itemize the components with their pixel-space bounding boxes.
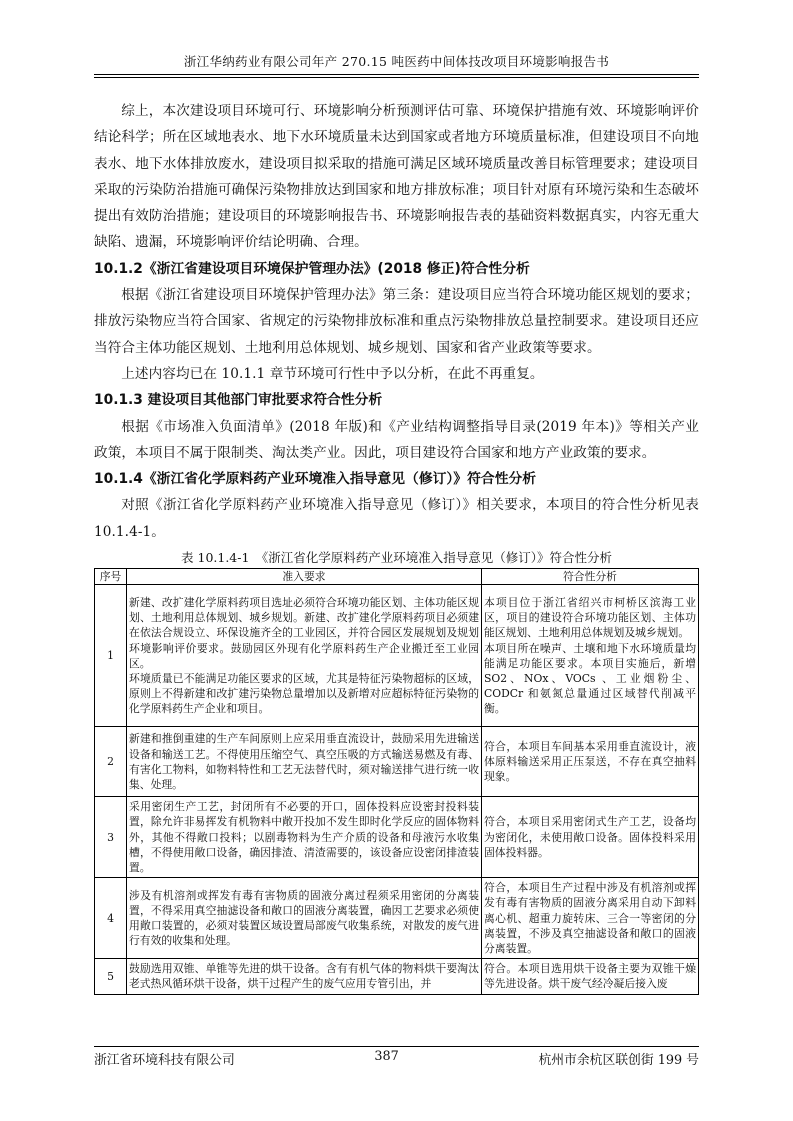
footer-company: 浙江省环境科技有限公司 xyxy=(94,1053,235,1068)
requirement-text: 新建、改扩建化学原料药项目选址必须符合环境功能区划、主体功能区规划、土地利用总体规划、城乡规划。新建、改扩建化学原料药项目必须建在依法合规设立、环保设施齐全的工业园区，并符合园区发展规划及规划环境影响评价要求。鼓励园区外现有化学原料药生产企业搬迁至工业园区。 xyxy=(129,595,479,670)
row-number: 5 xyxy=(95,959,127,994)
column-header-analysis: 符合性分析 xyxy=(482,569,699,585)
table-row xyxy=(95,878,699,959)
table-row xyxy=(95,585,699,727)
column-header-requirement: 准入要求 xyxy=(127,569,482,585)
analysis-cell xyxy=(482,727,699,797)
paragraph: 上述内容均已在 10.1.1 章节环境可行性中予以分析，在此不再重复。 xyxy=(121,365,544,382)
page-body xyxy=(94,98,699,995)
requirement-cell xyxy=(127,797,482,878)
row-number: 1 xyxy=(95,585,127,727)
analysis-cell xyxy=(482,797,699,878)
compliance-table xyxy=(94,568,699,995)
requirement-text: 鼓励选用双锥、单锥等先进的烘干设备。含有有机气体的物料烘干要淘汰老式热风循环烘干设备，烘干过程产生的废气应用专管引出，并 xyxy=(129,962,479,991)
paragraph: 根据《市场准入负面清单》(2018 年版)和《产业结构调整指导目录(2019 年本)》等相关产业政策，本项目不属于限制类、淘汰类产业。因此，项目建设符合国家和地方产业政策的要求。 xyxy=(94,418,699,461)
footer-address: 杭州市余杭区联创街 199 号 xyxy=(538,1053,699,1068)
column-header-no: 序号 xyxy=(95,569,127,585)
section-heading-10-1-4: 10.1.4《浙江省化学原料药产业环境准入指导意见（修订）》符合性分析 xyxy=(94,471,537,488)
intro-paragraph: 综上，本次建设项目环境可行、环境影响分析预测评估可靠、环境保护措施有效、环境影响评价结论科学；所在区域地表水、地下水环境质量未达到国家或者地方环境质量标准，但建设项目不向地表水、地下水体排放废水，建设项目拟采取的措施可满足区域环境质量改善目标管理要求；建设项目采取的污染防治措施可确保污染物排放达到国家和地方排放标准；项目针对原有环境污染和生态破坏提出有效防治措施；建设项目的环境影响报告书、环境影响报告表的基础资料数据真实，内容无重大缺陷、遗漏，环境影响评价结论明确、合理。 xyxy=(94,103,699,251)
table-row xyxy=(95,959,699,994)
analysis-text: 本项目位于浙江省绍兴市柯桥区滨海工业区，项目的建设符合环境功能区划、主体功能区规划、土地利用总体规划及城乡规划。 xyxy=(484,595,696,640)
requirement-text: 环境质量已不能满足功能区要求的区域，尤其是特征污染物超标的区域，原则上不得新建和改扩建污染物总量增加以及新增对应超标特征污染物的化学原料药生产企业和项目。 xyxy=(129,671,479,716)
requirement-text: 采用密闭生产工艺，封闭所有不必要的开口，固体投料应设密封投料装置，除允许非易挥发有机物料中敞开投加不发生即时化学反应的固体物料外，其他不得敞口投料；以剧毒物料为生产介质的设备和母液污水收集槽，不得使用敞口设备，确因排渣、清渣需要的，该设备应设密闭排渣装置。 xyxy=(129,800,479,875)
requirement-cell xyxy=(127,878,482,959)
section-heading-10-1-2: 10.1.2《浙江省建设项目环境保护管理办法》(2018 修正)符合性分析 xyxy=(94,260,530,277)
page-header: 浙江华纳药业有限公司年产 270.15 吨医药中间体技改项目环境影响报告书 xyxy=(94,52,699,75)
analysis-text: 符合，本项目生产过程中涉及有机溶剂或挥发有毒有害物质的固液分离采用自动下卸料离心机、超重力旋转床、三合一等密闭的分离装置，不涉及真空抽滤设备和敞口的固液分离装置。 xyxy=(484,881,696,956)
row-number: 3 xyxy=(95,797,127,878)
analysis-cell xyxy=(482,585,699,727)
requirement-text: 新建和推倒重建的生产车间原则上应采用垂直流设计，鼓励采用先进输送设备和输送工艺。不得使用压缩空气、真空压吸的方式输送易燃及有毒、有害化工物料，如物料特性和工艺无法替代时，须对输送排气进行统一收集、处理。 xyxy=(129,732,479,791)
requirement-cell xyxy=(127,585,482,727)
row-number: 2 xyxy=(95,727,127,797)
analysis-text: 符合。本项目选用烘干设备主要为双锥干燥等先进设备。烘干废气经冷凝后接入废 xyxy=(484,962,696,991)
page-number: 387 xyxy=(374,1049,399,1064)
paragraph: 对照《浙江省化学原料药产业环境准入指导意见（修订）》相关要求，本项目的符合性分析见表 10.1.4-1。 xyxy=(94,497,699,540)
table-header-row xyxy=(95,569,699,585)
requirement-cell xyxy=(127,959,482,994)
analysis-cell xyxy=(482,878,699,959)
analysis-text: 符合，本项目车间基本采用垂直流设计，液体原料输送采用正压泵送，不存在真空抽料现象。 xyxy=(484,739,696,784)
table-row xyxy=(95,727,699,797)
section-heading-10-1-3: 10.1.3 建设项目其他部门审批要求符合性分析 xyxy=(94,392,383,409)
requirement-cell xyxy=(127,727,482,797)
paragraph: 根据《浙江省建设项目环境保护管理办法》第三条：建设项目应当符合环境功能区规划的要求；排放污染物应当符合国家、省规定的污染物排放标准和重点污染物排放总量控制要求。建设项目还应当符合主体功能区规划、土地利用总体规划、城乡规划、国家和省产业政策等要求。 xyxy=(94,287,699,356)
table-caption: 表 10.1.4-1 《浙江省化学原料药产业环境准入指导意见（修订）》符合性分析 xyxy=(181,550,612,566)
analysis-text: 本项目所在噪声、土壤和地下水环境质量均能满足功能区要求。本项目实施后，新增 SO2、NOx、VOCs 、工业烟粉尘、CODCr 和氨氮总量通过区域替代削减平衡。 xyxy=(484,641,696,716)
requirement-text: 涉及有机溶剂或挥发有毒有害物质的固液分离过程须采用密闭的分离装置，不得采用真空抽滤设备和敞口的固液分离装置，确因工艺要求必须使用敞口装置的，必须对装置区域设置局部废气收集系统，对散发的废气进行有效的收集和处理。 xyxy=(129,888,479,948)
row-number: 4 xyxy=(95,878,127,959)
table-row xyxy=(95,797,699,878)
page-footer xyxy=(94,1046,699,1068)
analysis-cell xyxy=(482,959,699,994)
analysis-text: 符合，本项目采用密闭式生产工艺，设备均为密闭化，未使用敞口设备。固体投料采用固体投料器。 xyxy=(484,815,696,859)
